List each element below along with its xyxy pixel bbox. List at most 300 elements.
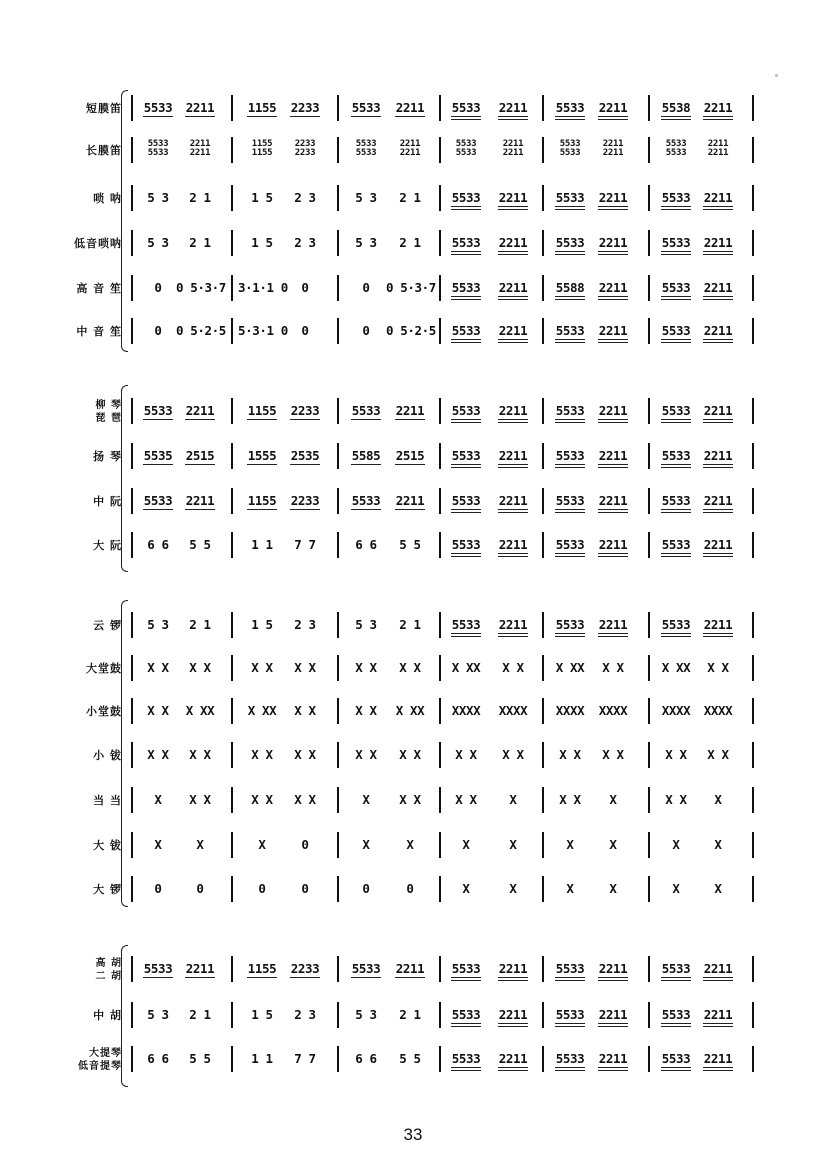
- barline: [648, 787, 650, 813]
- barline: [337, 443, 339, 469]
- beam-underline: [555, 1070, 585, 1071]
- barline: [231, 832, 233, 858]
- barline: [439, 185, 441, 211]
- barline: [131, 1046, 133, 1072]
- beam-underline: [703, 980, 733, 981]
- note-group: X: [406, 837, 414, 852]
- barline: [131, 1002, 133, 1028]
- barline: [542, 655, 544, 681]
- barline: [231, 742, 233, 768]
- note-group: 2211: [703, 280, 733, 295]
- note-group: X: [609, 881, 617, 896]
- beam-underline: [451, 633, 481, 634]
- beam-underline: [247, 419, 277, 420]
- barline: [648, 488, 650, 514]
- note-group: 5533: [555, 323, 585, 338]
- note-group: 5533: [555, 617, 585, 632]
- note-group: X X: [147, 703, 169, 718]
- beam-underline: [451, 1070, 481, 1071]
- note-group: X: [566, 837, 574, 852]
- scan-speck: [775, 74, 778, 77]
- barline: [337, 532, 339, 558]
- note-group: 2211: [598, 1051, 628, 1066]
- instrument-label: 扬 琴: [93, 450, 122, 463]
- beam-underline: [555, 467, 585, 468]
- note-group: X XX: [247, 703, 277, 718]
- beam-underline: [451, 509, 481, 510]
- barline: [337, 655, 339, 681]
- barline: [231, 398, 233, 424]
- instrument-label: 云 锣: [93, 619, 122, 632]
- note-group: X: [509, 881, 517, 896]
- instrument-label: 唢 呐: [93, 192, 122, 205]
- beam-underline: [451, 116, 481, 117]
- beam-underline: [598, 419, 628, 420]
- barline: [439, 230, 441, 256]
- note-group: 5533: [555, 1007, 585, 1022]
- note-group: 5 5: [189, 1051, 211, 1066]
- beam-underline: [703, 342, 733, 343]
- barline: [131, 742, 133, 768]
- note-group: X: [509, 837, 517, 852]
- note-group: 5533: [661, 1007, 691, 1022]
- note-group: X X: [147, 660, 169, 675]
- note-group: 2515: [395, 448, 425, 463]
- barline: [648, 1002, 650, 1028]
- beam-underline: [451, 512, 481, 513]
- instrument-label: 高 胡 二 胡: [95, 958, 122, 982]
- instrument-label: 大提琴 低音提琴: [78, 1048, 122, 1072]
- note-group: 3·1·1 0: [238, 280, 288, 295]
- note-group: 2211: [185, 403, 215, 418]
- note-group: X X: [559, 792, 581, 807]
- note-group: X X: [251, 747, 273, 762]
- beam-underline: [185, 464, 215, 465]
- note-group: XXXX: [703, 703, 733, 718]
- beam-underline: [555, 556, 585, 557]
- beam-underline: [703, 467, 733, 468]
- beam-underline: [661, 553, 691, 554]
- beam-underline: [498, 419, 528, 420]
- beam-underline: [598, 633, 628, 634]
- barline: [648, 832, 650, 858]
- note-group: 5·3·1 0: [238, 323, 288, 338]
- barline: [439, 488, 441, 514]
- note-group: 2211: [498, 403, 528, 418]
- note-group: 6 6: [147, 537, 169, 552]
- note-group: 5533: [451, 493, 481, 508]
- note-group: 2233: [290, 493, 320, 508]
- note-group: 5 5: [399, 537, 421, 552]
- note-group: X X: [559, 747, 581, 762]
- beam-underline: [498, 339, 528, 340]
- note-group: 2211: [598, 448, 628, 463]
- barline: [648, 956, 650, 982]
- note-group: 2211: [703, 493, 733, 508]
- note-group: 1155: [247, 493, 277, 508]
- note-group: X: [566, 881, 574, 896]
- beam-underline: [498, 977, 528, 978]
- note-group: X: [196, 837, 204, 852]
- note-group: X: [672, 881, 680, 896]
- beam-underline: [451, 636, 481, 637]
- beam-underline: [555, 339, 585, 340]
- note-group: 5533: [661, 323, 691, 338]
- beam-underline: [555, 512, 585, 513]
- note-group: 2211: [598, 323, 628, 338]
- barline: [337, 612, 339, 638]
- beam-underline: [703, 464, 733, 465]
- instrument-label: 当 当: [93, 794, 122, 807]
- note-group: 2 3: [294, 235, 316, 250]
- beam-underline: [598, 977, 628, 978]
- barline: [439, 612, 441, 638]
- note-group: 6 6: [355, 537, 377, 552]
- note-group: 2 1: [189, 617, 211, 632]
- note-group: 2211: [703, 235, 733, 250]
- barline: [542, 742, 544, 768]
- beam-underline: [661, 342, 691, 343]
- barline: [131, 698, 133, 724]
- note-group: 2 1: [399, 190, 421, 205]
- beam-underline: [498, 1070, 528, 1071]
- note-group: 5533: [451, 537, 481, 552]
- barline: [439, 1002, 441, 1028]
- note-group: 5533 5533: [665, 139, 687, 158]
- beam-underline: [247, 509, 277, 510]
- beam-underline: [395, 116, 425, 117]
- barline: [439, 1046, 441, 1072]
- beam-underline: [661, 339, 691, 340]
- barline: [752, 612, 754, 638]
- barline: [439, 876, 441, 902]
- note-group: X: [154, 837, 162, 852]
- beam-underline: [451, 1067, 481, 1068]
- note-group: 2211: [395, 100, 425, 115]
- barline: [542, 398, 544, 424]
- note-group: 5533: [555, 100, 585, 115]
- beam-underline: [498, 980, 528, 981]
- note-group: 2 1: [189, 190, 211, 205]
- barline: [439, 532, 441, 558]
- beam-underline: [451, 980, 481, 981]
- beam-underline: [498, 464, 528, 465]
- beam-underline: [661, 464, 691, 465]
- barline: [542, 612, 544, 638]
- barline: [337, 787, 339, 813]
- beam-underline: [498, 251, 528, 252]
- instrument-label: 中 阮: [93, 495, 122, 508]
- barline: [648, 876, 650, 902]
- barline: [752, 742, 754, 768]
- barline: [752, 398, 754, 424]
- barline: [337, 832, 339, 858]
- barline: [439, 787, 441, 813]
- note-group: 5 3: [147, 190, 169, 205]
- note-group: 2211: [703, 961, 733, 976]
- barline: [131, 398, 133, 424]
- beam-underline: [661, 116, 691, 117]
- system-bracket: [121, 945, 128, 1087]
- barline: [337, 137, 339, 163]
- barline: [439, 398, 441, 424]
- note-group: X XX: [451, 660, 481, 675]
- note-group: 2211: [598, 617, 628, 632]
- beam-underline: [247, 464, 277, 465]
- beam-underline: [498, 116, 528, 117]
- beam-underline: [555, 419, 585, 420]
- barline: [231, 230, 233, 256]
- note-group: 0: [154, 280, 162, 295]
- note-group: 5533: [451, 190, 481, 205]
- beam-underline: [661, 509, 691, 510]
- beam-underline: [555, 254, 585, 255]
- note-group: 5533: [143, 961, 173, 976]
- barline: [439, 742, 441, 768]
- note-group: 5533: [451, 448, 481, 463]
- note-group: 2211: [498, 100, 528, 115]
- note-group: 2211 2211: [502, 139, 524, 158]
- note-group: 0: [196, 881, 204, 896]
- note-group: 5533: [661, 961, 691, 976]
- note-group: 0: [301, 837, 309, 852]
- note-group: 0 5·2·5: [176, 323, 226, 338]
- instrument-label: 中 音 笙: [76, 325, 122, 338]
- barline: [337, 275, 339, 301]
- beam-underline: [395, 464, 425, 465]
- note-group: XXXX: [498, 703, 528, 718]
- beam-underline: [598, 422, 628, 423]
- beam-underline: [703, 296, 733, 297]
- barline: [337, 742, 339, 768]
- beam-underline: [703, 633, 733, 634]
- beam-underline: [598, 509, 628, 510]
- note-group: 2211: [598, 1007, 628, 1022]
- note-group: 2211: [598, 280, 628, 295]
- barline: [542, 698, 544, 724]
- system-bracket: [121, 600, 128, 907]
- beam-underline: [703, 251, 733, 252]
- note-group: X X: [355, 703, 377, 718]
- barline: [131, 443, 133, 469]
- barline: [648, 698, 650, 724]
- beam-underline: [661, 119, 691, 120]
- barline: [231, 876, 233, 902]
- note-group: 2233: [290, 100, 320, 115]
- note-group: X X: [147, 747, 169, 762]
- barline: [752, 488, 754, 514]
- barline: [231, 488, 233, 514]
- beam-underline: [451, 464, 481, 465]
- barline: [648, 185, 650, 211]
- note-group: X: [714, 837, 722, 852]
- note-group: 2233: [290, 961, 320, 976]
- beam-underline: [661, 419, 691, 420]
- beam-underline: [555, 119, 585, 120]
- beam-underline: [703, 1067, 733, 1068]
- note-group: 0: [301, 280, 309, 295]
- beam-underline: [451, 977, 481, 978]
- note-group: X: [609, 792, 617, 807]
- note-group: 5 5: [189, 537, 211, 552]
- note-group: 0 5·3·7: [386, 280, 436, 295]
- beam-underline: [598, 1070, 628, 1071]
- barline: [542, 95, 544, 121]
- note-group: X X: [502, 660, 524, 675]
- beam-underline: [351, 977, 381, 978]
- instrument-label: 大 阮: [93, 539, 122, 552]
- note-group: 6 6: [355, 1051, 377, 1066]
- note-group: 0: [406, 881, 414, 896]
- note-group: 0: [362, 323, 370, 338]
- note-group: 0: [154, 323, 162, 338]
- beam-underline: [555, 509, 585, 510]
- note-group: 5533: [555, 403, 585, 418]
- note-group: 0: [301, 881, 309, 896]
- note-group: 1155 1155: [251, 139, 273, 158]
- note-group: 2211 2211: [707, 139, 729, 158]
- note-group: 2211: [498, 448, 528, 463]
- note-group: 5533: [661, 235, 691, 250]
- barline: [648, 742, 650, 768]
- note-group: 2211: [498, 1051, 528, 1066]
- note-group: 5 3: [147, 235, 169, 250]
- note-group: 2211: [498, 537, 528, 552]
- beam-underline: [185, 509, 215, 510]
- instrument-label: 长膜笛: [86, 144, 122, 157]
- barline: [648, 275, 650, 301]
- beam-underline: [451, 339, 481, 340]
- beam-underline: [661, 299, 691, 300]
- note-group: X: [462, 837, 470, 852]
- note-group: 5585: [351, 448, 381, 463]
- beam-underline: [451, 299, 481, 300]
- note-group: 5533: [555, 493, 585, 508]
- barline: [752, 832, 754, 858]
- beam-underline: [703, 116, 733, 117]
- beam-underline: [555, 553, 585, 554]
- beam-underline: [555, 1023, 585, 1024]
- beam-underline: [555, 980, 585, 981]
- beam-underline: [703, 206, 733, 207]
- note-group: X X: [399, 792, 421, 807]
- note-group: XXXX: [555, 703, 585, 718]
- note-group: 2211: [598, 493, 628, 508]
- note-group: 5533: [555, 961, 585, 976]
- beam-underline: [555, 206, 585, 207]
- barline: [231, 612, 233, 638]
- beam-underline: [661, 977, 691, 978]
- note-group: X: [672, 837, 680, 852]
- beam-underline: [661, 512, 691, 513]
- beam-underline: [661, 206, 691, 207]
- note-group: 1 5: [251, 190, 273, 205]
- barline: [337, 956, 339, 982]
- barline: [752, 443, 754, 469]
- beam-underline: [395, 419, 425, 420]
- beam-underline: [143, 116, 173, 117]
- note-group: 2211: [703, 448, 733, 463]
- beam-underline: [555, 633, 585, 634]
- beam-underline: [555, 422, 585, 423]
- note-group: X X: [455, 747, 477, 762]
- note-group: 5533: [661, 617, 691, 632]
- page-number: 33: [403, 1125, 423, 1144]
- barline: [337, 185, 339, 211]
- note-group: 2535: [290, 448, 320, 463]
- barline: [439, 698, 441, 724]
- barline: [648, 612, 650, 638]
- beam-underline: [185, 116, 215, 117]
- note-group: X X: [707, 747, 729, 762]
- note-group: X X: [602, 747, 624, 762]
- note-group: 5533: [451, 403, 481, 418]
- beam-underline: [290, 419, 320, 420]
- beam-underline: [661, 254, 691, 255]
- barline: [542, 532, 544, 558]
- note-group: 5533: [351, 403, 381, 418]
- note-group: 2211 2211: [399, 139, 421, 158]
- note-group: 5533: [451, 280, 481, 295]
- note-group: 2211: [703, 1007, 733, 1022]
- beam-underline: [395, 977, 425, 978]
- beam-underline: [351, 419, 381, 420]
- barline: [131, 95, 133, 121]
- beam-underline: [661, 467, 691, 468]
- beam-underline: [185, 977, 215, 978]
- barline: [337, 398, 339, 424]
- note-group: X X: [665, 792, 687, 807]
- barline: [542, 443, 544, 469]
- beam-underline: [661, 633, 691, 634]
- beam-underline: [555, 251, 585, 252]
- beam-underline: [451, 422, 481, 423]
- note-group: X X: [399, 747, 421, 762]
- beam-underline: [661, 422, 691, 423]
- note-group: X: [509, 792, 517, 807]
- barline: [439, 95, 441, 121]
- beam-underline: [661, 1070, 691, 1071]
- barline: [542, 1046, 544, 1072]
- barline: [752, 1002, 754, 1028]
- barline: [231, 185, 233, 211]
- note-group: 2211: [185, 100, 215, 115]
- barline: [131, 230, 133, 256]
- barline: [439, 655, 441, 681]
- note-group: 5533: [555, 537, 585, 552]
- note-group: 2 1: [189, 1007, 211, 1022]
- barline: [752, 655, 754, 681]
- note-group: 5 5: [399, 1051, 421, 1066]
- note-group: 1155: [247, 403, 277, 418]
- barline: [648, 1046, 650, 1072]
- barline: [752, 318, 754, 344]
- instrument-label: 小 钹: [93, 749, 122, 762]
- note-group: 2211: [703, 323, 733, 338]
- note-group: 5538: [661, 100, 691, 115]
- beam-underline: [290, 464, 320, 465]
- note-group: 2211: [185, 493, 215, 508]
- beam-underline: [290, 977, 320, 978]
- note-group: X XX: [395, 703, 425, 718]
- note-group: 5533: [555, 1051, 585, 1066]
- note-group: 7 7: [294, 537, 316, 552]
- beam-underline: [555, 116, 585, 117]
- beam-underline: [703, 254, 733, 255]
- beam-underline: [185, 419, 215, 420]
- note-group: 0: [301, 323, 309, 338]
- beam-underline: [498, 1023, 528, 1024]
